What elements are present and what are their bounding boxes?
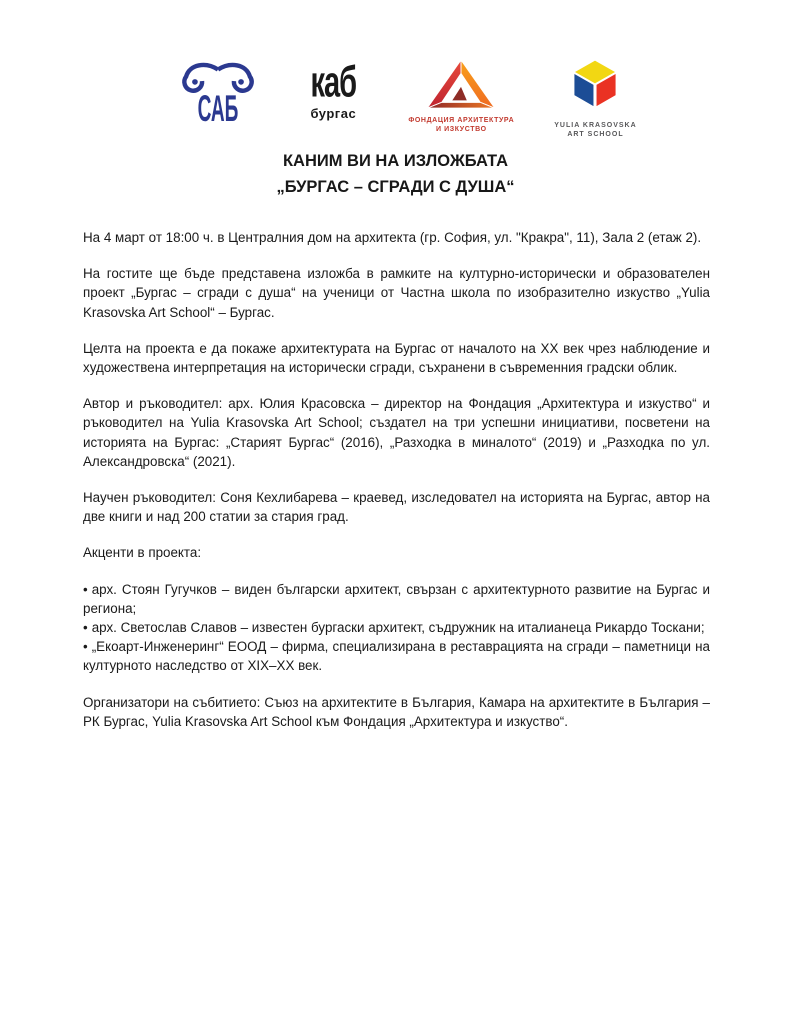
paragraph-scientific-lead: Научен ръководител: Соня Кехлибарева – краевед, изследовател на историята на Бургас, автор на две книги и над 200 статии за стария град.: [83, 490, 710, 525]
paragraph-project-goal: Целта на проекта е да покаже архитектурата на Бургас от началото на ХХ век чрез наблюдение и художествена интерпретация на исторически сгради, съхранени в съвременния градски облик.: [83, 340, 710, 376]
bullet-icon: •: [83, 639, 88, 655]
yks-caption: [554, 121, 636, 139]
list-item-text: арх. Стоян Гугучков – виден български архитект, свързан с архитектурното развитие на Бургас и региона;: [83, 581, 710, 616]
kab-logo-text: каб: [310, 59, 357, 107]
kab-burgas-logo: [298, 58, 368, 120]
list-item: [83, 580, 710, 618]
yks-logo: [554, 58, 636, 139]
invitation-body: [0, 200, 791, 731]
fai-caption-line2: И ИЗКУСТВО: [435, 126, 487, 133]
bullet-icon: •: [83, 620, 88, 636]
yks-caption-line1: YULIA KRASOVSKA: [554, 122, 637, 129]
highlights-list: [83, 580, 710, 676]
ionic-column-icon: [178, 58, 258, 136]
list-item-text: „Екоарт-Инженеринг“ ЕООД – фирма, специализирана в реставрацията на сгради – паметници на културното наследство от XIX–XX век.: [83, 639, 710, 674]
paragraph-highlights-heading: Акценти в проекта:: [83, 545, 202, 561]
paragraph-date-venue: На 4 март от 18:00 ч. в Централния дом на архитекта (гр. София, ул. "Кракра", 11), Зала 2 (етаж 2).: [83, 230, 702, 245]
paragraph-organizers: Организатори на събитието: Съюз на архитектите в България, Камара на архитектите в България – РК Бургас, Yulia Krasovska Art School към Фондация „Архитектура и изкуство“.: [83, 694, 710, 729]
invitation-title: [0, 148, 791, 200]
fai-caption-line1: ФОНДАЦИЯ АРХИТЕКТУРА: [408, 117, 515, 124]
bullet-icon: •: [83, 581, 88, 597]
sab-letters: САБ: [197, 86, 239, 130]
title-line1: КАНИМ ВИ НА ИЗЛОЖБАТА: [282, 152, 509, 170]
paragraph-exhibition-intro: На гостите ще бъде представена изложба в рамките на културно-исторически и образователен проект „Бургас – сгради с душа“ на ученици от Частна школа по изобразително изкуство „Yulia Krasovska Art School“ – Бургас.: [83, 266, 710, 320]
cube-icon: [570, 58, 620, 110]
kab-logo-city: бургас: [310, 106, 357, 121]
list-item-text: арх. Светослав Славов – известен бургаски архитект, съдружник на италианеца Рикардо Тоскани;: [91, 620, 705, 636]
paragraph-author: Автор и ръководител: арх. Юлия Красовска – директор на Фондация „Архитектура и изкуство“ и ръководител на Yulia Krasovska Art School; създател на три успешни инициативи, посветени на историята на Бургас: „Старият Бургас“ (2016), „Разходка в миналото“ (2019) и „Разходка по ул. Александровска“ (2021).: [83, 396, 710, 469]
sab-logo: [178, 58, 258, 136]
title-line2: „БУРГАС – СГРАДИ С ДУША“: [276, 178, 515, 196]
fai-caption: [408, 116, 514, 134]
logo-row: [24, 0, 791, 138]
triangle-icon: [422, 58, 500, 112]
fai-logo: [408, 58, 514, 134]
list-item: [83, 618, 710, 637]
list-item: [83, 637, 710, 675]
yks-caption-line2: ART SCHOOL: [567, 131, 624, 138]
